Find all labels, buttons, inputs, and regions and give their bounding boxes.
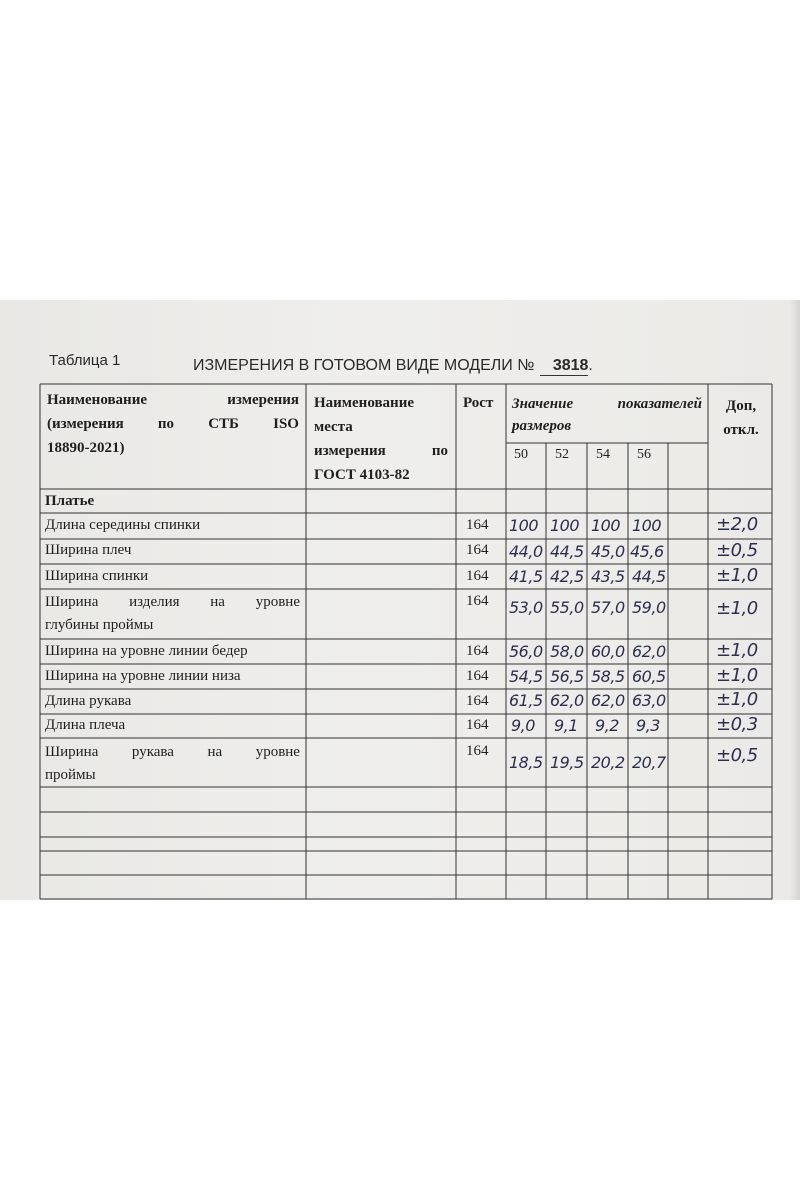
header-dop-line2: откл. xyxy=(723,422,759,438)
val-2-52: 44,5 xyxy=(550,542,584,561)
val-6-56: 60,5 xyxy=(632,667,666,686)
rost-7: 164 xyxy=(466,693,489,709)
header-col1-word2: измерения xyxy=(227,392,299,408)
header-col2-line2: места xyxy=(314,419,353,435)
tol-9: ±0,5 xyxy=(716,745,758,766)
size-54: 54 xyxy=(596,447,610,462)
rost-1: 164 xyxy=(466,517,489,533)
header-col2-word1: измерения xyxy=(314,443,386,459)
val-2-54: 45,0 xyxy=(591,542,625,561)
tol-6: ±1,0 xyxy=(716,665,758,686)
row-name-4 xyxy=(45,591,300,637)
row-9-word4: уровне xyxy=(255,744,300,760)
rost-5: 164 xyxy=(466,643,489,659)
header-dop xyxy=(716,394,766,442)
row-4-word2: изделия xyxy=(129,594,180,610)
model-number: 3818 xyxy=(540,357,588,376)
rost-4: 164 xyxy=(466,593,489,609)
val-8-52: 9,1 xyxy=(554,716,578,735)
rost-6: 164 xyxy=(466,668,489,684)
val-9-56: 20,7 xyxy=(632,753,666,772)
header-col2 xyxy=(314,391,448,487)
row-name-3: Ширина спинки xyxy=(45,568,149,584)
row-name-2: Ширина плеч xyxy=(45,542,132,558)
header-col1-word6: ISO xyxy=(273,416,299,432)
row-name-6: Ширина на уровне линии низа xyxy=(45,668,241,684)
size-52: 52 xyxy=(555,447,569,462)
header-col1-word1: Наименование xyxy=(47,392,147,408)
tol-5: ±1,0 xyxy=(716,640,758,661)
header-col2-word2: по xyxy=(431,443,448,459)
paper-edge-shadow xyxy=(790,300,800,900)
header-values xyxy=(512,393,702,437)
val-8-50: 9,0 xyxy=(511,716,535,735)
header-values-word1: Значение xyxy=(512,396,574,412)
val-3-52: 42,5 xyxy=(550,567,584,586)
val-4-54: 57,0 xyxy=(591,598,625,617)
val-7-50: 61,5 xyxy=(509,691,543,710)
tol-3: ±1,0 xyxy=(716,565,758,586)
row-name-4-line2: глубины проймы xyxy=(45,617,154,633)
tol-7: ±1,0 xyxy=(716,689,758,710)
header-col2-line3 xyxy=(314,439,448,463)
val-1-50: 100 xyxy=(509,516,539,535)
header-col1-word5: СТБ xyxy=(208,416,239,432)
val-5-54: 60,0 xyxy=(591,642,625,661)
val-5-56: 62,0 xyxy=(632,642,666,661)
header-values-word2: показателей xyxy=(617,396,702,412)
row-name-9 xyxy=(45,741,300,787)
tol-1: ±2,0 xyxy=(716,514,758,535)
val-6-50: 54,5 xyxy=(509,667,543,686)
val-4-56: 59,0 xyxy=(632,598,666,617)
header-col1-line3: 18890-2021) xyxy=(47,440,125,456)
val-7-56: 63,0 xyxy=(632,691,666,710)
val-5-50: 56,0 xyxy=(509,642,543,661)
row-name-9-line2: проймы xyxy=(45,767,96,783)
header-col2-line1: Наименование xyxy=(314,395,414,411)
header-col1-word3: (измерения xyxy=(47,416,124,432)
header-rost: Рост xyxy=(463,395,494,411)
val-5-52: 58,0 xyxy=(550,642,584,661)
title-dot: . xyxy=(588,357,593,374)
rost-3: 164 xyxy=(466,568,489,584)
header-col1-word4: по xyxy=(157,416,175,432)
val-4-50: 53,0 xyxy=(509,598,543,617)
header-col1-line2 xyxy=(47,412,299,436)
section-title: Платье xyxy=(45,493,95,509)
val-4-52: 55,0 xyxy=(550,598,584,617)
table-label: Таблица 1 xyxy=(49,352,121,369)
header-values-line2: размеров xyxy=(512,418,572,434)
val-9-50: 18,5 xyxy=(509,753,543,772)
val-3-50: 41,5 xyxy=(509,567,543,586)
rost-9: 164 xyxy=(466,743,489,759)
row-4-word1: Ширина xyxy=(45,594,99,610)
header-col1-line1 xyxy=(47,388,299,412)
row-name-1: Длина середины спинки xyxy=(45,517,201,533)
tol-2: ±0,5 xyxy=(716,540,758,561)
val-3-56: 44,5 xyxy=(632,567,666,586)
size-56: 56 xyxy=(637,447,651,462)
row-9-word2: рукава xyxy=(131,744,174,760)
val-9-54: 20,2 xyxy=(591,753,625,772)
val-8-56: 9,3 xyxy=(636,716,660,735)
row-name-8: Длина плеча xyxy=(45,717,126,733)
table-title xyxy=(193,357,593,376)
rost-2: 164 xyxy=(466,542,489,558)
val-1-56: 100 xyxy=(632,516,662,535)
val-1-54: 100 xyxy=(591,516,621,535)
row-name-7: Длина рукава xyxy=(45,693,132,709)
row-4-word4: уровне xyxy=(255,594,300,610)
row-4-word3: на xyxy=(210,594,225,610)
header-values-line1 xyxy=(512,393,702,415)
row-name-9-line1 xyxy=(45,741,300,764)
tol-4: ±1,0 xyxy=(716,598,758,619)
val-7-52: 62,0 xyxy=(550,691,584,710)
val-1-52: 100 xyxy=(550,516,580,535)
val-6-52: 56,5 xyxy=(550,667,584,686)
header-dop-line1: Доп, xyxy=(725,398,757,414)
tol-8: ±0,3 xyxy=(716,714,758,735)
val-3-54: 43,5 xyxy=(591,567,625,586)
row-9-word3: на xyxy=(207,744,223,760)
val-8-54: 9,2 xyxy=(595,716,619,735)
row-name-5: Ширина на уровне линии бедер xyxy=(45,643,248,659)
val-6-54: 58,5 xyxy=(591,667,625,686)
header-col1 xyxy=(47,388,299,460)
row-9-word1: Ширина xyxy=(45,744,99,760)
row-name-4-line1 xyxy=(45,591,300,614)
val-9-52: 19,5 xyxy=(550,753,584,772)
val-2-56: 45,6 xyxy=(630,542,664,561)
title-text: ИЗМЕРЕНИЯ В ГОТОВОМ ВИДЕ МОДЕЛИ № xyxy=(193,357,535,374)
val-7-54: 62,0 xyxy=(591,691,625,710)
val-2-50: 44,0 xyxy=(509,542,543,561)
rost-8: 164 xyxy=(466,717,489,733)
size-50: 50 xyxy=(514,447,528,462)
header-col2-line4: ГОСТ 4103-82 xyxy=(314,467,410,483)
